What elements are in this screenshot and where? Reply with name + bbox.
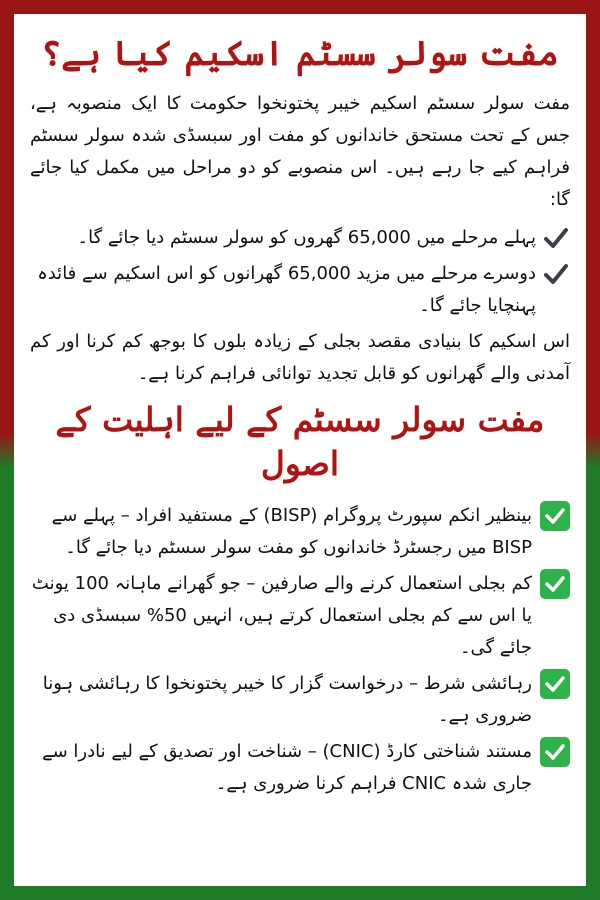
check-icon (542, 258, 570, 290)
check-box-icon (540, 501, 570, 531)
phase-item (30, 258, 570, 322)
eligibility-item (30, 736, 570, 800)
check-icon (542, 222, 570, 254)
eligibility-text: رہائشی شرط – درخواست گزار کا خیبر پختونخوا کا رہائشی ہونا ضروری ہے۔ (42, 673, 532, 726)
phase-item (30, 222, 570, 254)
check-box-icon (540, 669, 570, 699)
phase-text: دوسرے مرحلے میں مزید 65,000 گھرانوں کو اس اسکیم سے فائدہ پہنچایا جائے گا۔ (37, 263, 536, 316)
eligibility-text: بینظیر انکم سپورٹ پروگرام (BISP) کے مستفید افراد – پہلے سے BISP میں رجسٹرڈ خاندانوں کو مفت سولر سسٹم دیا جائے گا۔ (51, 505, 532, 558)
eligibility-item (30, 568, 570, 664)
eligibility-item (30, 500, 570, 564)
check-box-icon (540, 569, 570, 599)
intro-paragraph: مفت سولر سسٹم اسکیم خیبر پختونخوا حکومت کا ایک منصوبہ ہے، جس کے تحت مستحق خاندانوں کو مفت اور سبسڈی شدہ سولر سسٹم فراہم کیے جا رہے ہیں۔ اس منصوبے کو دو مراحل میں مکمل کیا جائے گا: (30, 93, 570, 210)
poster-content (14, 14, 586, 886)
page-title: مفت سولر سسٹم اسکیم کیا ہے؟ (41, 34, 559, 74)
purpose-paragraph: اس اسکیم کا بنیادی مقصد بجلی کے زیادہ بلوں کا بوجھ کم کرنا اور کم آمدنی والے گھرانوں کو قابل تجدید توانائی فراہم کرنا ہے۔ (30, 331, 570, 384)
check-box-icon (540, 737, 570, 767)
eligibility-title: مفت سولر سسٹم کے لیے اہلیت کے اصول (55, 400, 545, 483)
eligibility-text: مستند شناختی کارڈ (CNIC) – شناخت اور تصدیق کے لیے نادرا سے جاری شدہ CNIC فراہم کرنا ضروری ہے۔ (42, 741, 532, 794)
eligibility-text: کم بجلی استعمال کرنے والے صارفین – جو گھرانے ماہانہ 100 یونٹ یا اس سے کم بجلی استعمال کرتے ہیں، انہیں 50% سبسڈی دی جائے گی۔ (31, 573, 532, 658)
phase-text: پہلے مرحلے میں 65,000 گھروں کو سولر سسٹم دیا جائے گا۔ (77, 227, 536, 248)
eligibility-item (30, 668, 570, 732)
